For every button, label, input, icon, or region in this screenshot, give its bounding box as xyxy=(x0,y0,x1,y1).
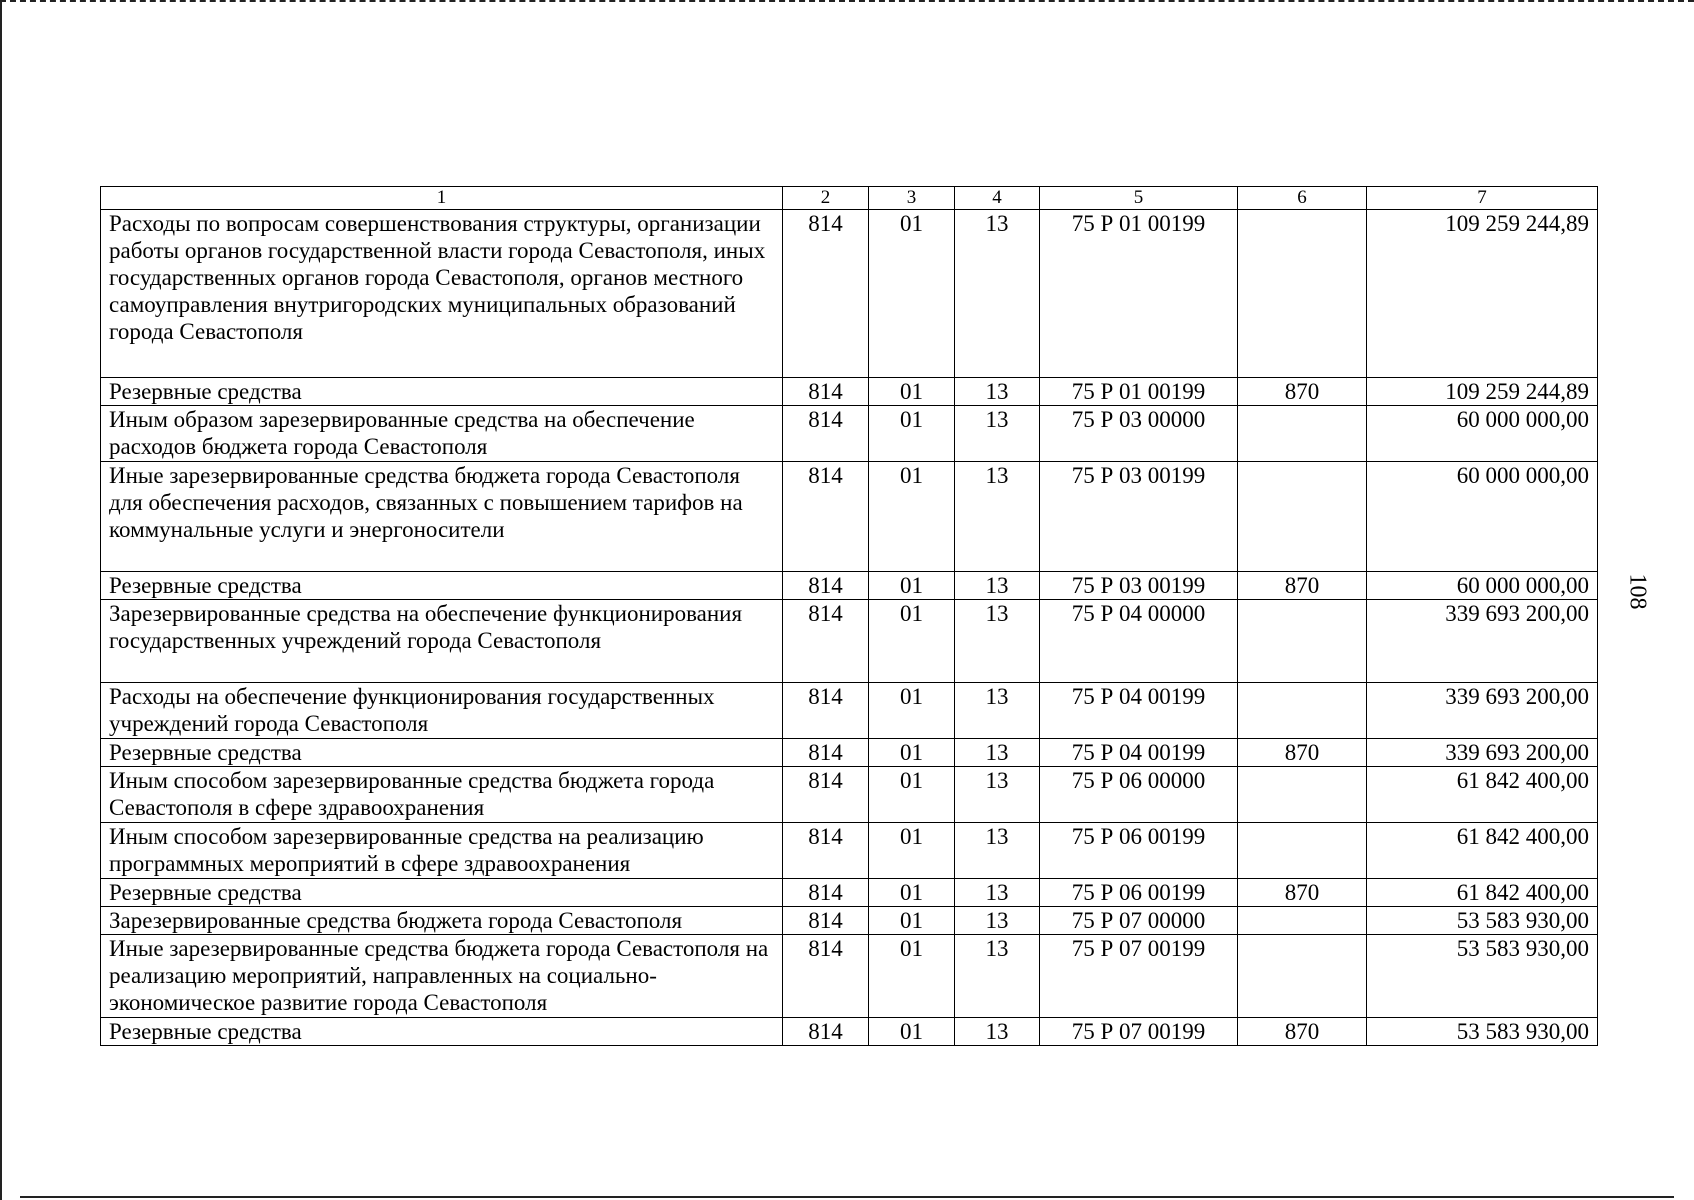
column-number: 6 xyxy=(1238,187,1367,210)
column-number: 4 xyxy=(955,187,1040,210)
code-section: 01 xyxy=(869,683,955,739)
page-number: 108 xyxy=(1624,573,1651,610)
code-target-article: 75 Р 03 00000 xyxy=(1040,406,1238,462)
code-section: 01 xyxy=(869,462,955,572)
code-target-article: 75 Р 03 00199 xyxy=(1040,572,1238,600)
column-number: 2 xyxy=(783,187,869,210)
code-section: 01 xyxy=(869,1018,955,1046)
column-number: 1 xyxy=(101,187,783,210)
amount: 109 259 244,89 xyxy=(1367,210,1598,378)
amount: 60 000 000,00 xyxy=(1367,572,1598,600)
code-ministry: 814 xyxy=(783,739,869,767)
code-expense-type: 870 xyxy=(1238,1018,1367,1046)
table-row xyxy=(101,739,1598,767)
code-section: 01 xyxy=(869,572,955,600)
row-description: Резервные средства xyxy=(101,739,783,767)
code-target-article: 75 Р 03 00199 xyxy=(1040,462,1238,572)
code-subsection: 13 xyxy=(955,1018,1040,1046)
code-expense-type xyxy=(1238,767,1367,823)
code-target-article: 75 Р 06 00199 xyxy=(1040,879,1238,907)
code-subsection: 13 xyxy=(955,462,1040,572)
code-subsection: 13 xyxy=(955,600,1040,683)
row-description: Резервные средства xyxy=(101,572,783,600)
code-ministry: 814 xyxy=(783,823,869,879)
code-expense-type xyxy=(1238,907,1367,935)
code-ministry: 814 xyxy=(783,572,869,600)
code-ministry: 814 xyxy=(783,907,869,935)
code-target-article: 75 Р 06 00199 xyxy=(1040,823,1238,879)
code-target-article: 75 Р 07 00199 xyxy=(1040,935,1238,1018)
code-expense-type xyxy=(1238,406,1367,462)
row-description: Расходы по вопросам совершенствования структуры, организации работы органов государственной власти города Севастополя, иных государственных органов города Севастополя, органов местного самоуправления внутригородских муниципальных образований города Севастополя xyxy=(101,210,783,378)
code-ministry: 814 xyxy=(783,683,869,739)
code-section: 01 xyxy=(869,739,955,767)
code-ministry: 814 xyxy=(783,210,869,378)
code-section: 01 xyxy=(869,935,955,1018)
code-subsection: 13 xyxy=(955,572,1040,600)
code-subsection: 13 xyxy=(955,406,1040,462)
code-section: 01 xyxy=(869,406,955,462)
code-ministry: 814 xyxy=(783,406,869,462)
table-row xyxy=(101,879,1598,907)
table-row xyxy=(101,823,1598,879)
code-section: 01 xyxy=(869,210,955,378)
page-edge-left xyxy=(0,0,2,1200)
amount: 339 693 200,00 xyxy=(1367,739,1598,767)
code-expense-type: 870 xyxy=(1238,879,1367,907)
page-edge-bottom xyxy=(20,1196,1674,1198)
amount: 109 259 244,89 xyxy=(1367,378,1598,406)
code-subsection: 13 xyxy=(955,739,1040,767)
table-row xyxy=(101,572,1598,600)
column-number: 3 xyxy=(869,187,955,210)
code-target-article: 75 Р 06 00000 xyxy=(1040,767,1238,823)
row-description: Зарезервированные средства бюджета города Севастополя xyxy=(101,907,783,935)
amount: 60 000 000,00 xyxy=(1367,462,1598,572)
amount: 53 583 930,00 xyxy=(1367,907,1598,935)
row-description: Резервные средства xyxy=(101,879,783,907)
code-section: 01 xyxy=(869,378,955,406)
row-description: Иные зарезервированные средства бюджета города Севастополя для обеспечения расходов, связанных с повышением тарифов на коммунальные услуги и энергоносители xyxy=(101,462,783,572)
code-expense-type xyxy=(1238,935,1367,1018)
code-target-article: 75 Р 04 00199 xyxy=(1040,739,1238,767)
budget-table xyxy=(100,186,1598,1046)
code-ministry: 814 xyxy=(783,935,869,1018)
row-description: Иным образом зарезервированные средства на обеспечение расходов бюджета города Севастополя xyxy=(101,406,783,462)
code-target-article: 75 Р 04 00000 xyxy=(1040,600,1238,683)
code-expense-type xyxy=(1238,823,1367,879)
code-section: 01 xyxy=(869,767,955,823)
amount: 61 842 400,00 xyxy=(1367,767,1598,823)
code-ministry: 814 xyxy=(783,1018,869,1046)
amount: 339 693 200,00 xyxy=(1367,600,1598,683)
code-expense-type: 870 xyxy=(1238,378,1367,406)
code-target-article: 75 Р 01 00199 xyxy=(1040,210,1238,378)
table-row xyxy=(101,935,1598,1018)
code-ministry: 814 xyxy=(783,600,869,683)
code-target-article: 75 Р 01 00199 xyxy=(1040,378,1238,406)
code-ministry: 814 xyxy=(783,462,869,572)
code-ministry: 814 xyxy=(783,378,869,406)
code-subsection: 13 xyxy=(955,935,1040,1018)
table-row xyxy=(101,600,1598,683)
amount: 61 842 400,00 xyxy=(1367,823,1598,879)
column-number: 5 xyxy=(1040,187,1238,210)
code-expense-type xyxy=(1238,210,1367,378)
code-section: 01 xyxy=(869,907,955,935)
table-row xyxy=(101,462,1598,572)
column-number-row xyxy=(101,187,1598,210)
table-row xyxy=(101,210,1598,378)
code-subsection: 13 xyxy=(955,907,1040,935)
amount: 60 000 000,00 xyxy=(1367,406,1598,462)
code-target-article: 75 Р 04 00199 xyxy=(1040,683,1238,739)
page-edge-top xyxy=(0,0,1694,2)
code-section: 01 xyxy=(869,879,955,907)
code-ministry: 814 xyxy=(783,879,869,907)
code-subsection: 13 xyxy=(955,879,1040,907)
amount: 339 693 200,00 xyxy=(1367,683,1598,739)
code-expense-type xyxy=(1238,683,1367,739)
code-subsection: 13 xyxy=(955,823,1040,879)
table-row xyxy=(101,767,1598,823)
row-description: Резервные средства xyxy=(101,378,783,406)
row-description: Иные зарезервированные средства бюджета города Севастополя на реализацию мероприятий, направленных на социально-экономическое развитие города Севастополя xyxy=(101,935,783,1018)
code-section: 01 xyxy=(869,823,955,879)
code-expense-type: 870 xyxy=(1238,739,1367,767)
code-ministry: 814 xyxy=(783,767,869,823)
amount: 53 583 930,00 xyxy=(1367,1018,1598,1046)
code-expense-type: 870 xyxy=(1238,572,1367,600)
code-section: 01 xyxy=(869,600,955,683)
code-target-article: 75 Р 07 00000 xyxy=(1040,907,1238,935)
code-subsection: 13 xyxy=(955,767,1040,823)
code-subsection: 13 xyxy=(955,378,1040,406)
table-row xyxy=(101,378,1598,406)
table-row xyxy=(101,406,1598,462)
code-target-article: 75 Р 07 00199 xyxy=(1040,1018,1238,1046)
row-description: Иным способом зарезервированные средства бюджета города Севастополя в сфере здравоохранения xyxy=(101,767,783,823)
table-row xyxy=(101,1018,1598,1046)
table-body xyxy=(101,187,1598,1046)
table-row xyxy=(101,907,1598,935)
table-row xyxy=(101,683,1598,739)
code-expense-type xyxy=(1238,462,1367,572)
row-description: Расходы на обеспечение функционирования государственных учреждений города Севастополя xyxy=(101,683,783,739)
row-description: Резервные средства xyxy=(101,1018,783,1046)
code-subsection: 13 xyxy=(955,210,1040,378)
code-expense-type xyxy=(1238,600,1367,683)
row-description: Зарезервированные средства на обеспечение функционирования государственных учреждений города Севастополя xyxy=(101,600,783,683)
amount: 53 583 930,00 xyxy=(1367,935,1598,1018)
row-description: Иным способом зарезервированные средства на реализацию программных мероприятий в сфере здравоохранения xyxy=(101,823,783,879)
amount: 61 842 400,00 xyxy=(1367,879,1598,907)
column-number: 7 xyxy=(1367,187,1598,210)
code-subsection: 13 xyxy=(955,683,1040,739)
